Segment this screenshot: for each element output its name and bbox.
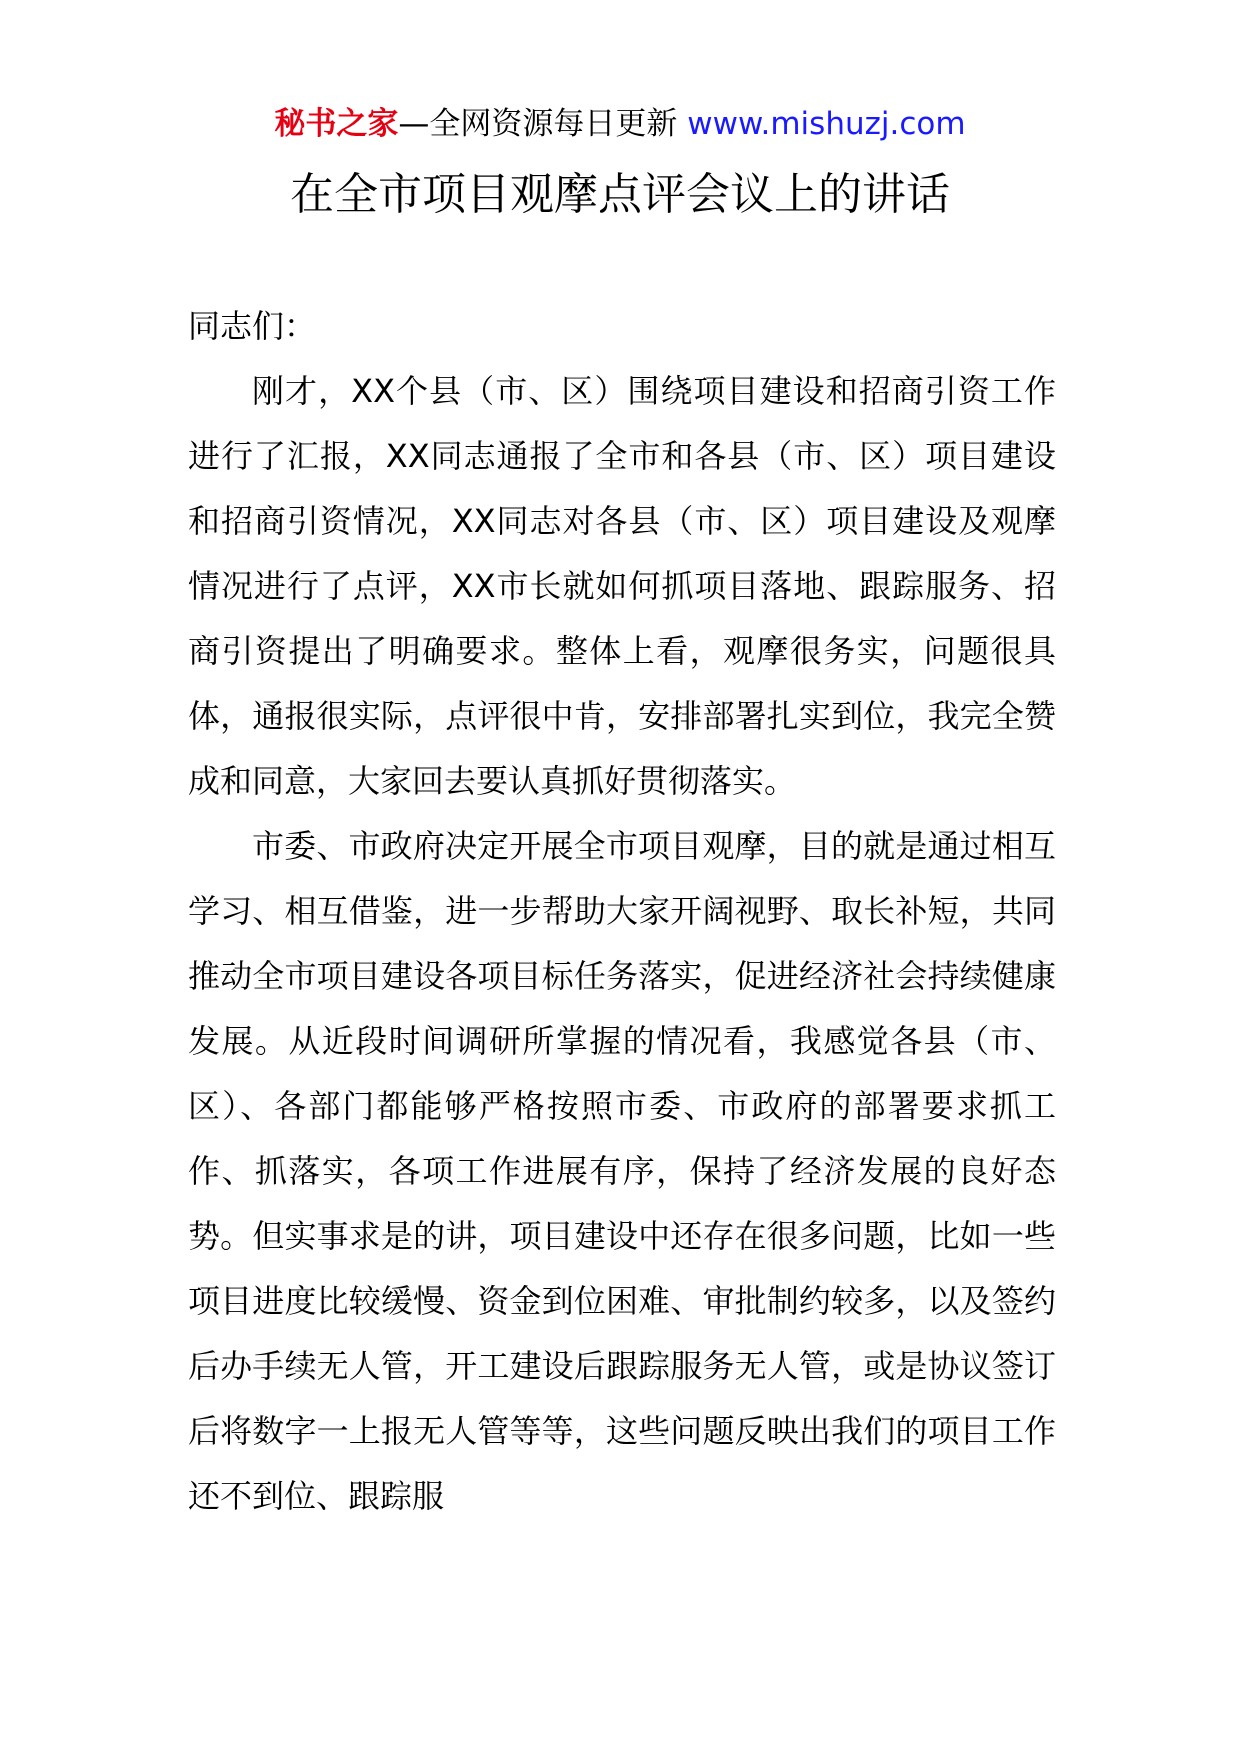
site-url-link[interactable]: www.mishuzj.com	[687, 106, 966, 142]
body-paragraph-1: 刚才，XX个县（市、区）围绕项目建设和招商引资工作进行了汇报，XX同志通报了全市和各县（市、区）项目建设和招商引资情况，XX同志对各县（市、区）项目建设及观摩情况进行了点评，XX市长就如何抓项目落地、跟踪服务、招商引资提出了明确要求。整体上看，观摩很务实，问题很具体，通报很实际，点评很中肯，安排部署扎实到位，我完全赞成和同意，大家回去要认真抓好贯彻落实。	[188, 372, 1056, 800]
watermark-header	[0, 104, 1240, 144]
document-title: 在全市项目观摩点评会议上的讲话	[290, 169, 950, 220]
brand-name: 秘书之家	[274, 106, 399, 142]
salutation: 同志们：	[188, 307, 317, 345]
document-body	[188, 294, 1056, 1529]
header-tagline: —全网资源每日更新	[398, 106, 688, 142]
body-paragraph-2: 市委、市政府决定开展全市项目观摩，目的就是通过相互学习、相互借鉴，进一步帮助大家开阔视野、取长补短，共同推动全市项目建设各项目标任务落实，促进经济社会持续健康发展。从近段时间调研所掌握的情况看，我感觉各县（市、区）、各部门都能够严格按照市委、市政府的部署要求抓工作、抓落实，各项工作进展有序，保持了经济发展的良好态势。但实事求是的讲，项目建设中还存在很多问题，比如一些项目进度比较缓慢、资金到位困难、审批制约较多，以及签约后办手续无人管，开工建设后跟踪服务无人管，或是协议签订后将数字一上报无人管等等，这些问题反映出我们的项目工作还不到位、跟踪服	[188, 827, 1056, 1515]
